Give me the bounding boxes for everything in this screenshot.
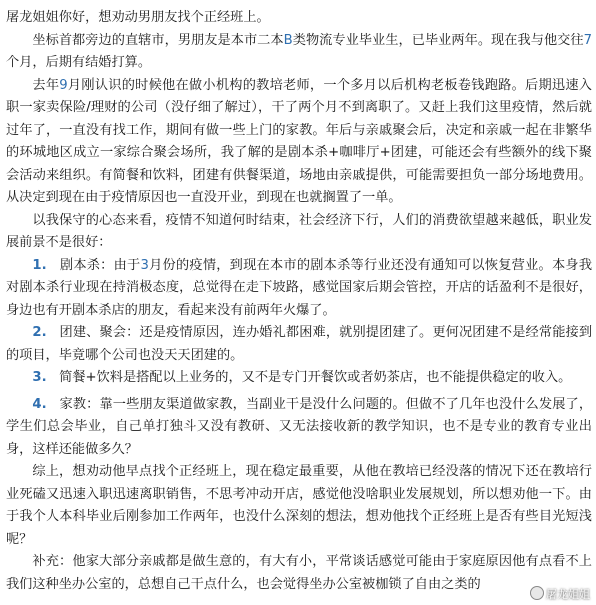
highlight-text: 9 (59, 77, 68, 93)
text-segment: 类物流专业毕业生，已毕业两年。现在我与他交往 (292, 32, 584, 48)
list-item-3 (6, 367, 592, 390)
paragraph-history (6, 75, 592, 210)
text-segment: 去年 (32, 77, 60, 93)
paragraph-conclusion: 综上，想劝动他早点找个正经班上，现在稳定最重要，从他在教培已经没落的情况下还在教培行业死磕又迅速入职迅速离职销售，不思考冲动开店，感觉他没啥职业发展规划，所以想劝他一下。由于我个人本科毕业后刚参加工作两年，也没什么深刻的想法，想劝他找个正经班上是否有些目光短浅呢？ (6, 464, 592, 547)
text-segment: 简餐+饮料是搭配以上业务的，又不是专门开餐饮或者奶茶店，也不能提供稳定的收入。 (59, 370, 572, 385)
highlight-text: 3 (140, 257, 149, 273)
text-segment: 团建、聚会：还是疫情原因，连办婚礼都困难，就别提团建了。更何况团建不是经常能接到的项目，毕竟哪个公司也没天天团建的。 (6, 325, 593, 363)
paragraph-outlook: 以我保守的心态来看，疫情不知道何时结束，社会经济下行，人们的消费欲望越来越低，职业发展前景不是很好： (6, 212, 592, 250)
text-segment: 剧本杀：由于 (59, 257, 141, 273)
paragraph-supplement: 补充：他家大部分亲戚都是做生意的，有大有小，平常谈话感觉可能由于家庭原因他有点看不上我们这种坐办公室的，总想自己干点什么，也会觉得坐办公室被枷锁了自由之类的 (6, 554, 592, 592)
list-item-4 (6, 394, 592, 462)
watermark-text: 屠龙姐姐 (546, 588, 590, 601)
highlight-text: B (283, 32, 293, 48)
list-number: 4. (32, 396, 47, 412)
paragraph-background (6, 30, 592, 75)
watermark (530, 586, 590, 602)
highlight-text: 7 (583, 32, 593, 48)
text-segment: 月刚认识的时候他在做小机构的教培老师，一个多月以后机构老板卷钱跑路。后期迅速入职一家卖保险/理财的公司（没仔细了解过），干了两个月不到离职了。又赶上我们这里疫情，然后就过年了，一直没有找工作，期间有做一些上门的家教。年后与亲戚聚会后，决定和亲戚一起在非繁华的环城地区成立一家综合聚会场所，我了解的是剧本杀+咖啡厅+团建，可能还会有些额外的线下聚会活动来组织。有简餐和饮料，团建有供餐渠道，场地由亲戚提供，可能需要担负一部分场地费用。从决定到现在由于疫情原因也一直没开业，到现在也就搁置了一单。 (6, 77, 592, 205)
list-number: 3. (32, 370, 47, 385)
text-segment: 个月，后期有结婚打算。 (6, 55, 152, 70)
weibo-icon (530, 586, 544, 600)
list-item-1 (6, 255, 592, 323)
list-number: 1. (32, 257, 47, 273)
letter-body (6, 7, 592, 596)
list-number: 2. (32, 325, 47, 340)
list-item-2 (6, 322, 592, 367)
greeting-line: 屠龙姐姐你好，想劝动男朋友找个正经班上。 (6, 10, 270, 25)
text-segment: 家教：靠一些朋友渠道做家教，当副业干是没什么问题的。但做不了几年也没什么发展了，学生们总会毕业，自己单打独斗又没有教研、又无法接收新的教学知识，也不是专业的教育专业出身，这样还能做多久？ (6, 396, 593, 457)
text-segment: 坐标首都旁边的直辖市，男朋友是本市二本 (32, 32, 284, 48)
text-segment: 月份的疫情，到现在本市的剧本杀等行业还没有通知可以恢复营业。本身我对剧本杀行业现在持消极态度，总觉得在走下坡路，感觉国家后期会管控，开店的话盈利不是很好，身边也有开剧本杀店的朋友，看起来没有前两年火爆了。 (6, 257, 593, 318)
